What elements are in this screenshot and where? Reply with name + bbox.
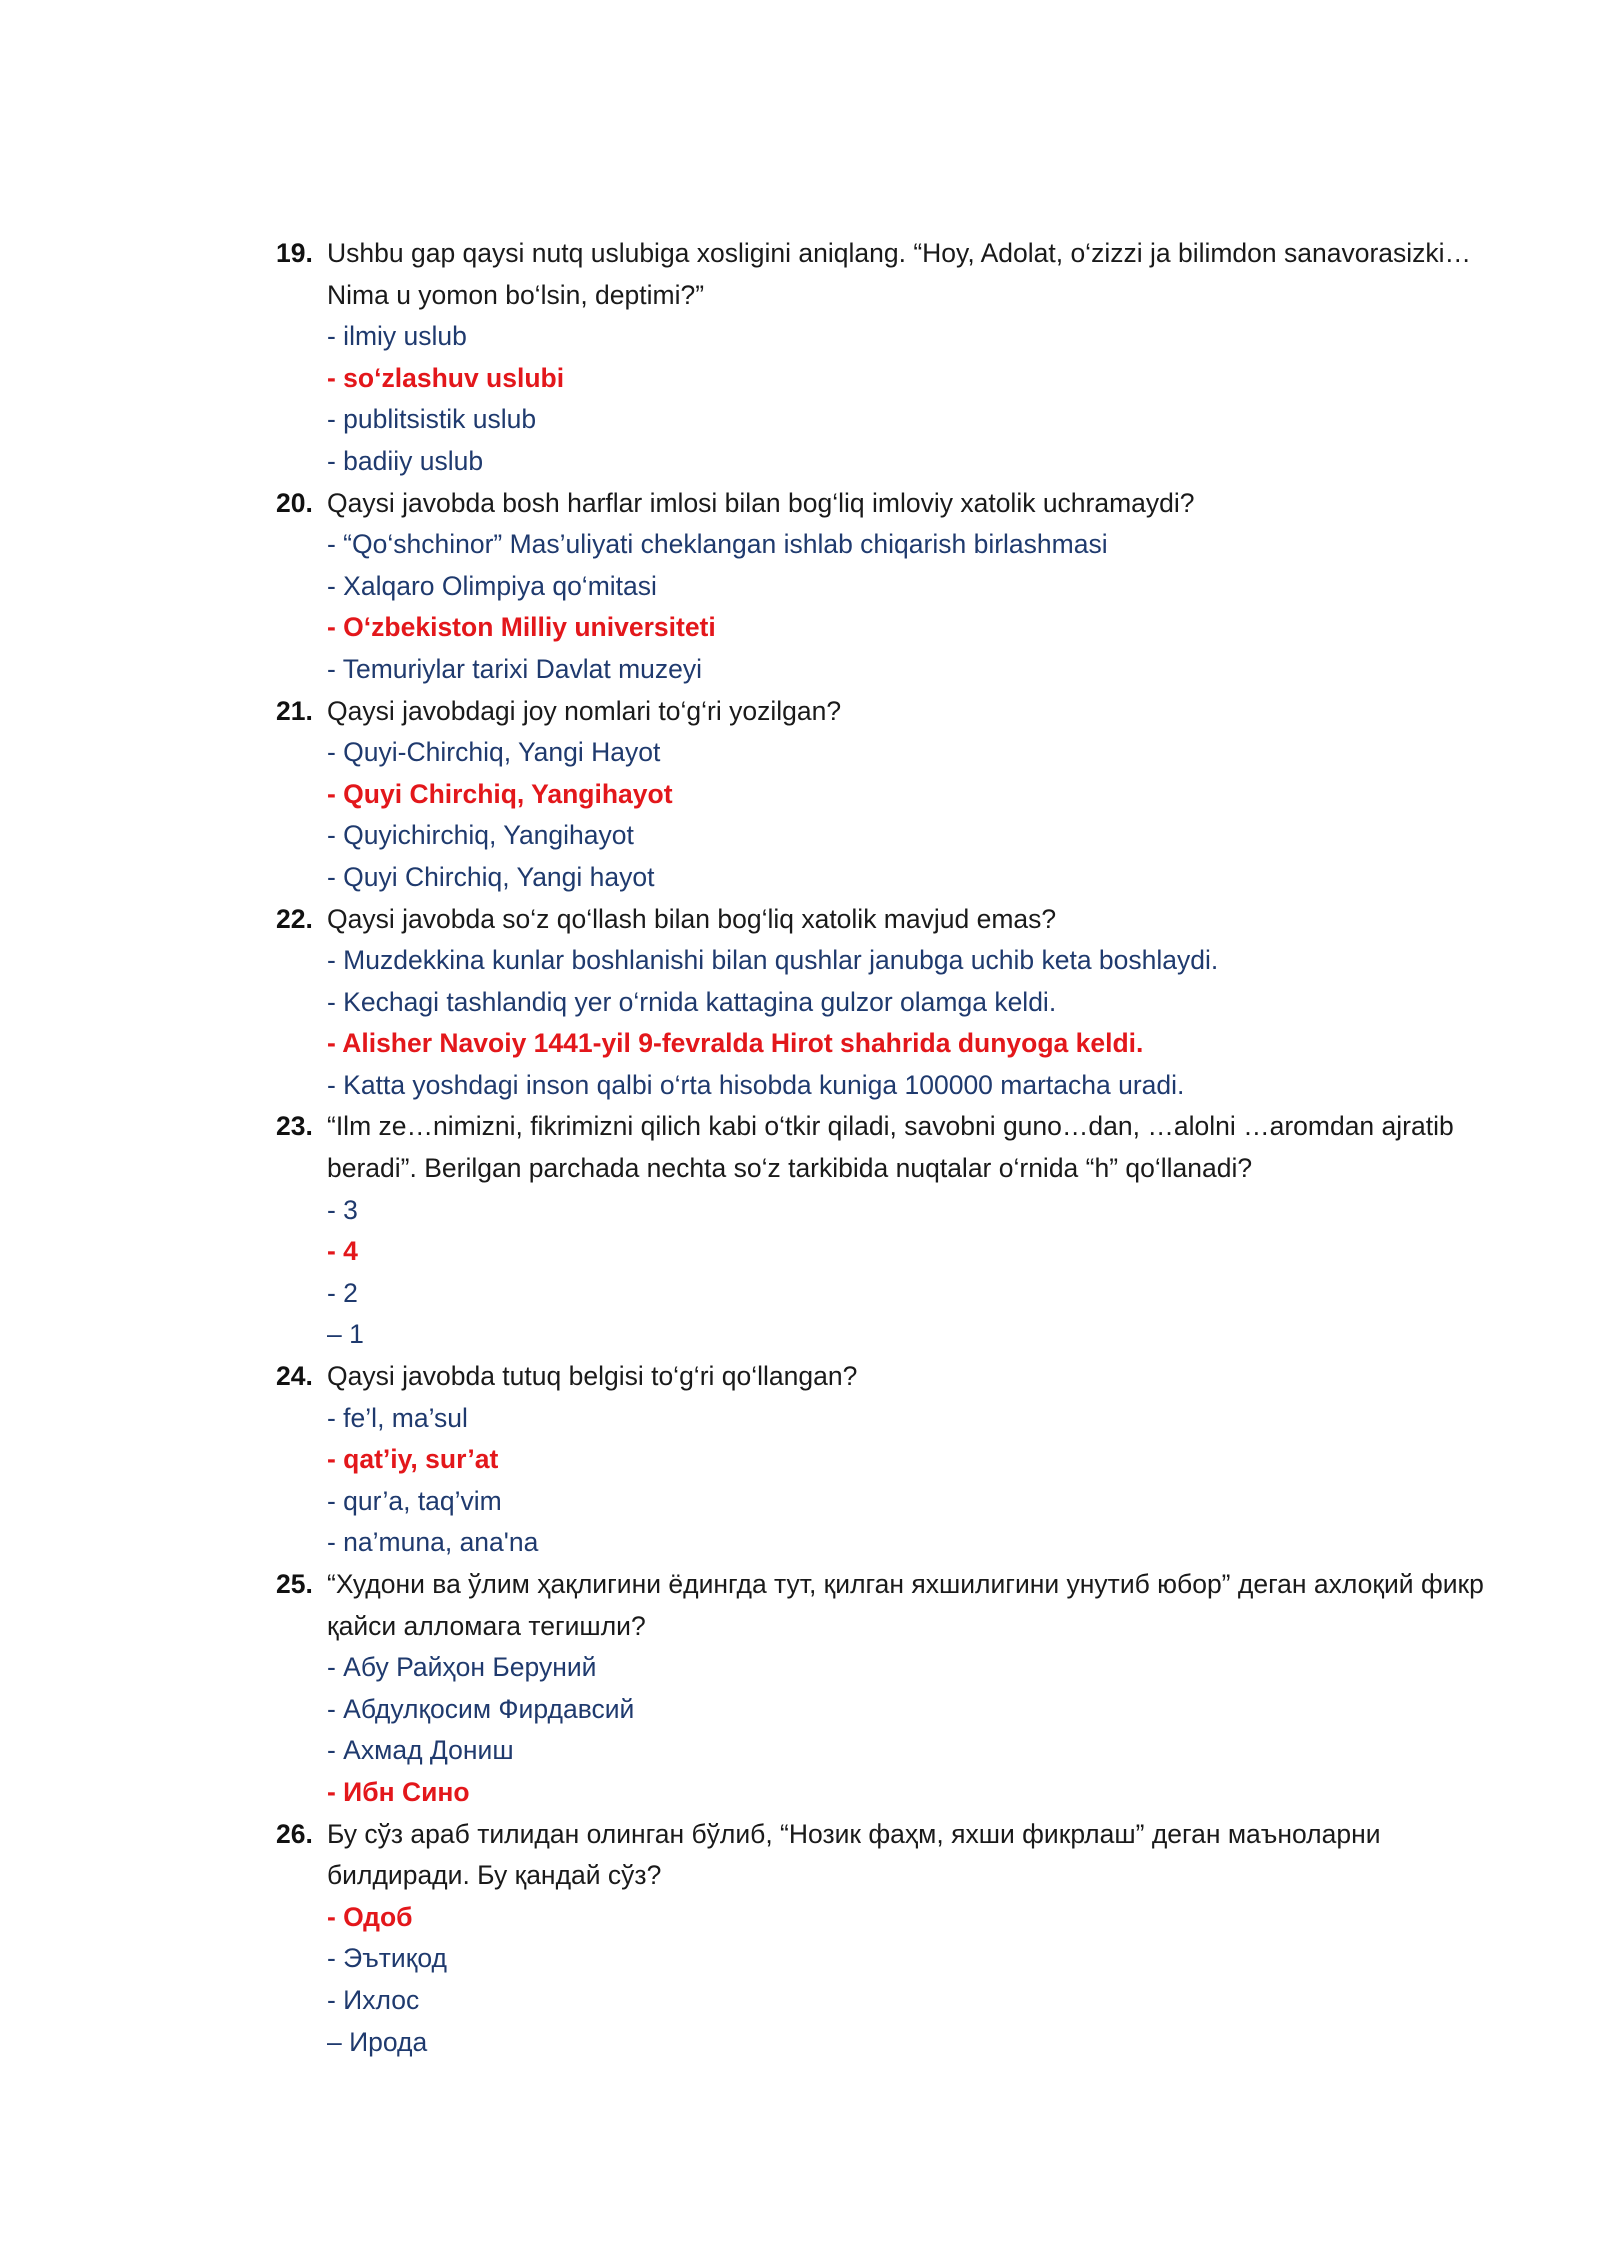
answer-options [276, 940, 1496, 1106]
answer-options [276, 1190, 1496, 1356]
answer-option: - Ахмад Дониш [327, 1735, 514, 1766]
answer-options [276, 1398, 1496, 1564]
answer-option: - Kechagi tashlandiq yer o‘rnida kattagina gulzor olamga keldi. [327, 986, 1057, 1017]
question-header [276, 1814, 1496, 1897]
question-number: 24. [276, 1361, 313, 1392]
question-header [276, 483, 1496, 525]
answer-options [276, 524, 1496, 690]
answer-option: - Абдулқосим Фирдавсий [327, 1693, 635, 1724]
correct-answer-option: - Одоб [327, 1901, 413, 1932]
answer-option: - Quyi-Chirchiq, Yangi Hayot [327, 737, 661, 768]
question-header [276, 1106, 1496, 1189]
answer-option: - Эътиқод [327, 1943, 447, 1974]
answer-option: - ilmiy uslub [327, 321, 467, 352]
answer-option: - Абу Райҳон Беруний [327, 1652, 597, 1683]
question-header [276, 691, 1496, 733]
question-header [276, 233, 1496, 316]
answer-option: - “Qo‘shchinor” Mas’uliyati cheklangan ishlab chiqarish birlashmasi [327, 529, 1108, 560]
question-item [276, 899, 1496, 1107]
answer-option: - fe’l, ma’sul [327, 1402, 468, 1433]
answer-option: - Quyi Chirchiq, Yangi hayot [327, 861, 655, 892]
question-number: 26. [276, 1818, 313, 1849]
question-item [276, 1106, 1496, 1356]
answer-option: - Muzdekkina kunlar boshlanishi bilan qushlar janubga uchib keta boshlaydi. [327, 945, 1219, 976]
correct-answer-option: - 4 [327, 1236, 358, 1267]
answer-options [276, 1647, 1496, 1813]
answer-option: - Xalqaro Olimpiya qo‘mitasi [327, 570, 657, 601]
answer-option: - Ихлос [327, 1984, 420, 2015]
correct-answer-option: - Alisher Navoiy 1441-yil 9-fevralda Hirot shahrida dunyoga keldi. [327, 1028, 1144, 1059]
answer-option: - Katta yoshdagi inson qalbi o‘rta hisobda kuniga 100000 martacha uradi. [327, 1069, 1185, 1100]
answer-options [276, 316, 1496, 482]
question-item [276, 1814, 1496, 2064]
answer-option: - 2 [327, 1277, 358, 1308]
answer-option: – 1 [327, 1319, 364, 1350]
answer-option: - badiiy uslub [327, 445, 484, 476]
question-item [276, 691, 1496, 899]
question-list [276, 233, 1496, 2063]
answer-option: - Temuriylar tarixi Davlat muzeyi [327, 653, 703, 684]
question-number: 22. [276, 903, 313, 934]
question-text: Бу сўз араб тилидан олинган бўлиб, “Нозик фаҳм, яхши фикрлаш” деган маъноларни билдиради. Бу қандай сўз? [327, 1818, 1381, 1891]
question-item [276, 1564, 1496, 1814]
answer-options [276, 1897, 1496, 2063]
correct-answer-option: - Quyi Chirchiq, Yangihayot [327, 778, 673, 809]
question-text: Qaysi javobda so‘z qo‘llash bilan bog‘liq xatolik mavjud emas? [327, 903, 1057, 934]
answer-option: - publitsistik uslub [327, 404, 537, 435]
answer-option: - Quyichirchiq, Yangihayot [327, 820, 634, 851]
question-text: Qaysi javobda tutuq belgisi to‘g‘ri qo‘llangan? [327, 1361, 858, 1392]
answer-options [276, 732, 1496, 898]
question-number: 23. [276, 1111, 313, 1142]
question-header [276, 899, 1496, 941]
question-item [276, 483, 1496, 691]
question-text: “Худони ва ўлим ҳақлигини ёдингда тут, қилган яхшилигини унутиб юбор” деган ахлоқий фикр қайси алломага тегишли? [327, 1569, 1484, 1641]
question-header [276, 1356, 1496, 1398]
question-item [276, 1356, 1496, 1564]
question-text: Qaysi javobda bosh harflar imlosi bilan bog‘liq imloviy xatolik uchramaydi? [327, 487, 1195, 518]
answer-option: – Ирода [327, 2026, 428, 2057]
question-item [276, 233, 1496, 483]
correct-answer-option: - so‘zlashuv uslubi [327, 362, 565, 393]
question-number: 20. [276, 487, 313, 518]
answer-option: - qur’a, taq’vim [327, 1485, 502, 1516]
question-number: 25. [276, 1569, 313, 1599]
question-number: 21. [276, 695, 313, 726]
question-text: Qaysi javobdagi joy nomlari to‘g‘ri yozilgan? [327, 695, 842, 726]
answer-option: - na’muna, ana'na [327, 1527, 539, 1558]
question-number: 19. [276, 238, 313, 268]
correct-answer-option: - O‘zbekiston Milliy universiteti [327, 612, 716, 643]
answer-option: - 3 [327, 1194, 358, 1225]
question-text: “Ilm ze…nimizni, fikrimizni qilich kabi o‘tkir qiladi, savobni guno…dan, …alolni …aromdan ajratib beradi”. Berilgan parchada nechta so‘z tarkibida nuqtalar o‘rnida “h” qo‘llanadi? [327, 1111, 1454, 1184]
question-text: Ushbu gap qaysi nutq uslubiga xosligini aniqlang. “Hoy, Adolat, o‘zizzi ja bilimdon sanavorasizki…Nima u yomon bo‘lsin, deptimi?” [327, 238, 1472, 310]
question-header [276, 1564, 1496, 1647]
correct-answer-option: - Ибн Сино [327, 1776, 470, 1807]
correct-answer-option: - qat’iy, sur’at [327, 1444, 499, 1475]
